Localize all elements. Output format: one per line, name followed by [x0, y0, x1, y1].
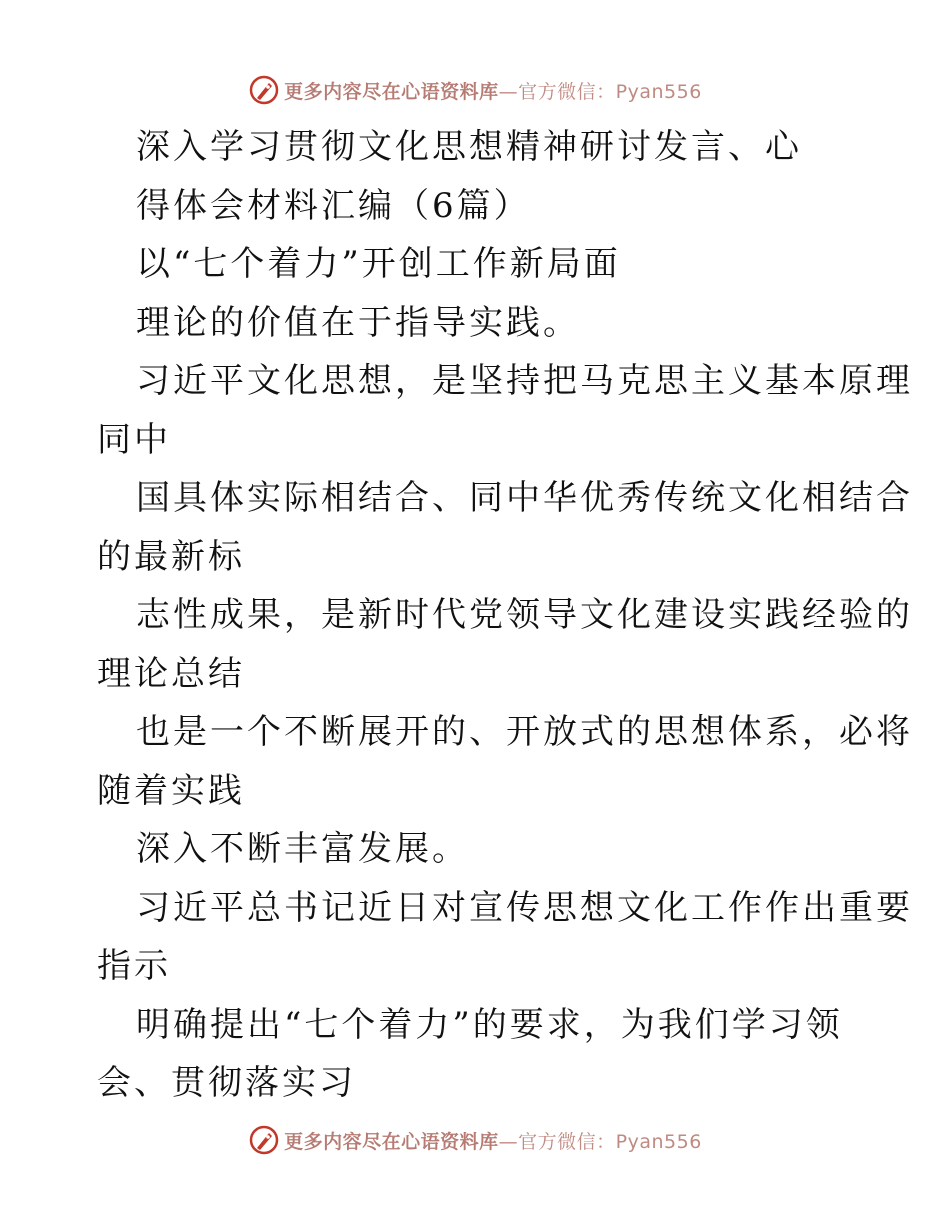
doc-line: 习近平文化思想，是坚持把马克思主义基本原理 — [136, 361, 913, 401]
doc-line: 理论的价值在于指导实践。 — [136, 302, 580, 343]
watermark-wechat-text: 官方微信：Pyan556 — [518, 80, 702, 103]
watermark-footer — [0, 1120, 950, 1160]
pen-nib-logo-icon — [248, 1124, 280, 1156]
doc-line: 国具体实际相结合、同中华优秀传统文化相结合 — [136, 478, 913, 518]
doc-line: 深入不断丰富发展。 — [136, 829, 469, 869]
doc-line: 明确提出“七个着力”的要求，为我们学习领 — [136, 1004, 843, 1045]
watermark-site-text: 更多内容尽在心语资料库 — [284, 80, 499, 103]
watermark-dash: — — [498, 1130, 519, 1153]
watermark-site-text: 更多内容尽在心语资料库 — [284, 1130, 499, 1153]
doc-line: 同中 — [97, 419, 171, 460]
pen-nib-logo-icon — [248, 74, 280, 106]
doc-line: 志性成果，是新时代党领导文化建设实践经验的 — [136, 595, 913, 635]
doc-line: 习近平总书记近日对宣传思想文化工作作出重要 — [136, 887, 913, 928]
watermark-wechat-text: 官方微信：Pyan556 — [518, 1130, 702, 1153]
doc-line: 指示 — [97, 946, 171, 986]
watermark-header — [0, 70, 950, 110]
watermark-text — [284, 1127, 702, 1154]
doc-line: 也是一个不断展开的、开放式的思想体系，必将 — [136, 712, 913, 752]
watermark-text — [284, 77, 702, 104]
doc-line: 得体会材料汇编（6篇） — [136, 185, 531, 226]
doc-line: 的最新标 — [97, 536, 245, 577]
doc-line: 会、贯彻落实习 — [97, 1063, 356, 1103]
doc-line: 以“七个着力”开创工作新局面 — [136, 244, 621, 284]
document-body — [97, 118, 913, 1113]
doc-line: 随着实践 — [97, 770, 245, 811]
doc-line: 深入学习贯彻文化思想精神研讨发言、心 — [136, 127, 802, 167]
doc-line: 理论总结 — [97, 653, 245, 694]
watermark-dash: — — [498, 80, 519, 103]
